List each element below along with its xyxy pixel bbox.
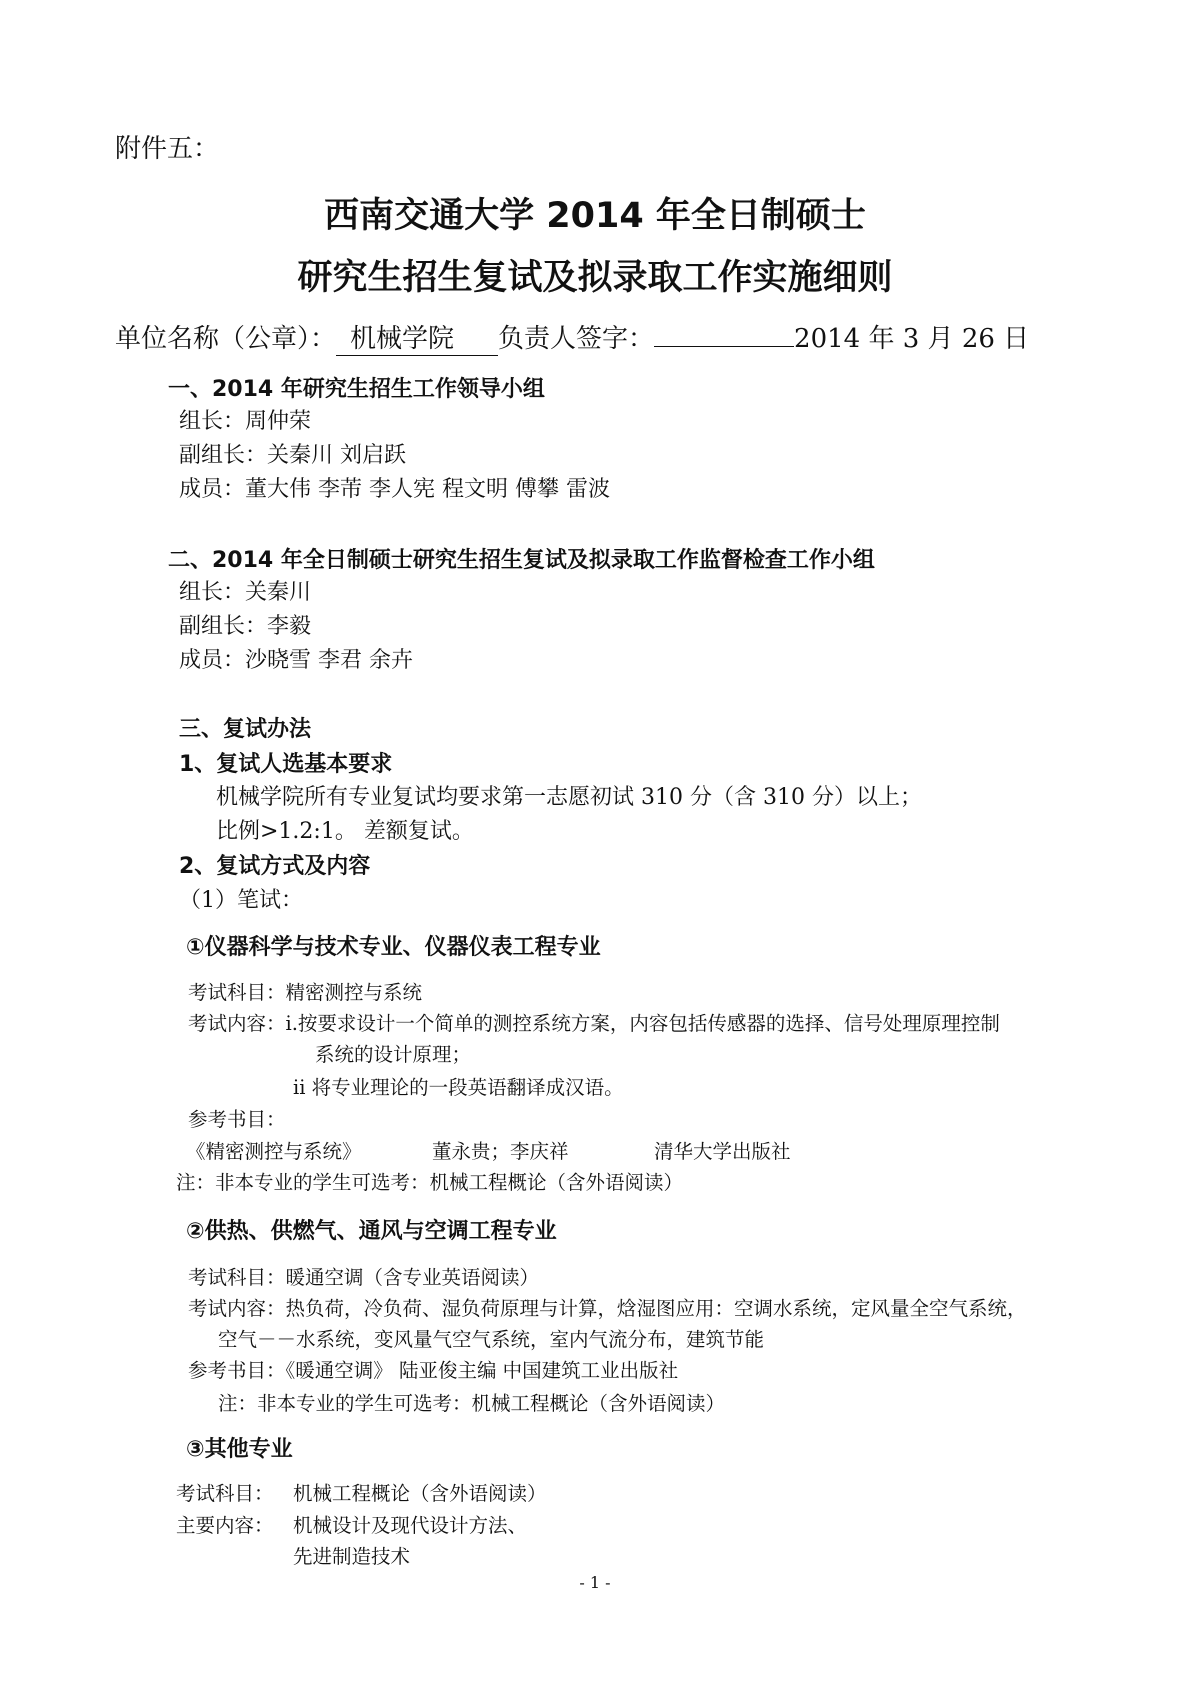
attachment-label: 附件五： <box>115 134 220 164</box>
sec3-req2: 比例>1.2:1。 差额复试。 <box>216 819 474 844</box>
sec1-members: 成员：董大伟 李芾 李人宪 程文明 傅攀 雷波 <box>179 477 610 502</box>
major2-heading: ②供热、供燃气、通风与空调工程专业 <box>186 1219 557 1244</box>
major2-note: 注：非本专业的学生可选考：机械工程概论（含外语阅读） <box>218 1392 726 1415</box>
major1-author: 董永贵；李庆祥 <box>432 1140 569 1163</box>
sec3-req1: 机械学院所有专业复试均要求第一志愿初试 310 分（含 310 分）以上； <box>216 785 922 810</box>
major1-subject: 考试科目：精密测控与系统 <box>188 981 423 1004</box>
sec2-heading: 二、2014 年全日制硕士研究生招生复试及拟录取工作监督检查工作小组 <box>168 548 875 573</box>
sec3-written: （1）笔试： <box>179 888 303 913</box>
major2-ref: 参考书目：《暖通空调》 陆亚俊主编 中国建筑工业出版社 <box>188 1359 679 1382</box>
major1-note: 注：非本专业的学生可选考：机械工程概论（含外语阅读） <box>176 1171 684 1194</box>
major2-subject: 考试科目：暖通空调（含专业英语阅读） <box>188 1266 540 1289</box>
signature-blank <box>654 326 794 347</box>
major1-content3: ii 将专业理论的一段英语翻译成汉语。 <box>293 1076 624 1099</box>
major3-content1: 机械设计及现代设计方法、 <box>293 1514 528 1537</box>
sec1-heading: 一、2014 年研究生招生工作领导小组 <box>168 377 545 402</box>
major1-heading: ①仪器科学与技术专业、仪器仪表工程专业 <box>186 935 601 960</box>
major3-heading: ③其他专业 <box>186 1437 293 1462</box>
sign-label: 负责人签字： <box>498 324 655 354</box>
sec1-vice: 副组长：关秦川 刘启跃 <box>179 443 406 468</box>
sec2-leader: 组长：关秦川 <box>179 580 312 605</box>
sec1-leader: 组长：周仲荣 <box>179 409 312 434</box>
major1-book: 《精密测控与系统》 <box>186 1140 362 1163</box>
document-title-line2: 研究生招生复试及拟录取工作实施细则 <box>297 258 893 298</box>
document-title-line1: 西南交通大学 2014 年全日制硕士 <box>324 196 866 236</box>
major1-publisher: 清华大学出版社 <box>654 1140 791 1163</box>
sec2-vice: 副组长：李毅 <box>179 614 312 639</box>
sec3-sub1: 1、复试人选基本要求 <box>179 752 393 777</box>
major3-subject: 机械工程概论（含外语阅读） <box>293 1482 547 1505</box>
page-number: - 1 - <box>579 1573 611 1592</box>
major1-content1: 考试内容：i.按要求设计一个简单的测控系统方案，内容包括传感器的选择、信号处理原理控制 <box>188 1012 1000 1035</box>
date: 2014 年 3 月 26 日 <box>794 324 1030 354</box>
major2-content1: 考试内容：热负荷，冷负荷、湿负荷原理与计算，焓湿图应用：空调水系统，定风量全空气系统， <box>188 1297 1027 1320</box>
major2-content2: 空气－－水系统，变风量气空气系统，室内气流分布，建筑节能 <box>218 1328 765 1351</box>
unit-name: 机械学院 <box>336 318 498 356</box>
unit-label: 单位名称（公章）： <box>115 324 337 354</box>
major1-content2: 系统的设计原理； <box>315 1043 472 1066</box>
major1-ref-label: 参考书目： <box>188 1108 286 1131</box>
unit-line <box>115 318 1029 356</box>
sec3-sub2: 2、复试方式及内容 <box>179 854 371 879</box>
sec2-members: 成员：沙晓雪 李君 余卉 <box>179 648 413 673</box>
major3-subject-label: 考试科目： <box>176 1482 274 1505</box>
major3-content-label: 主要内容： <box>176 1514 274 1537</box>
major3-content2: 先进制造技术 <box>293 1545 411 1568</box>
sec3-heading: 三、复试办法 <box>179 717 312 742</box>
